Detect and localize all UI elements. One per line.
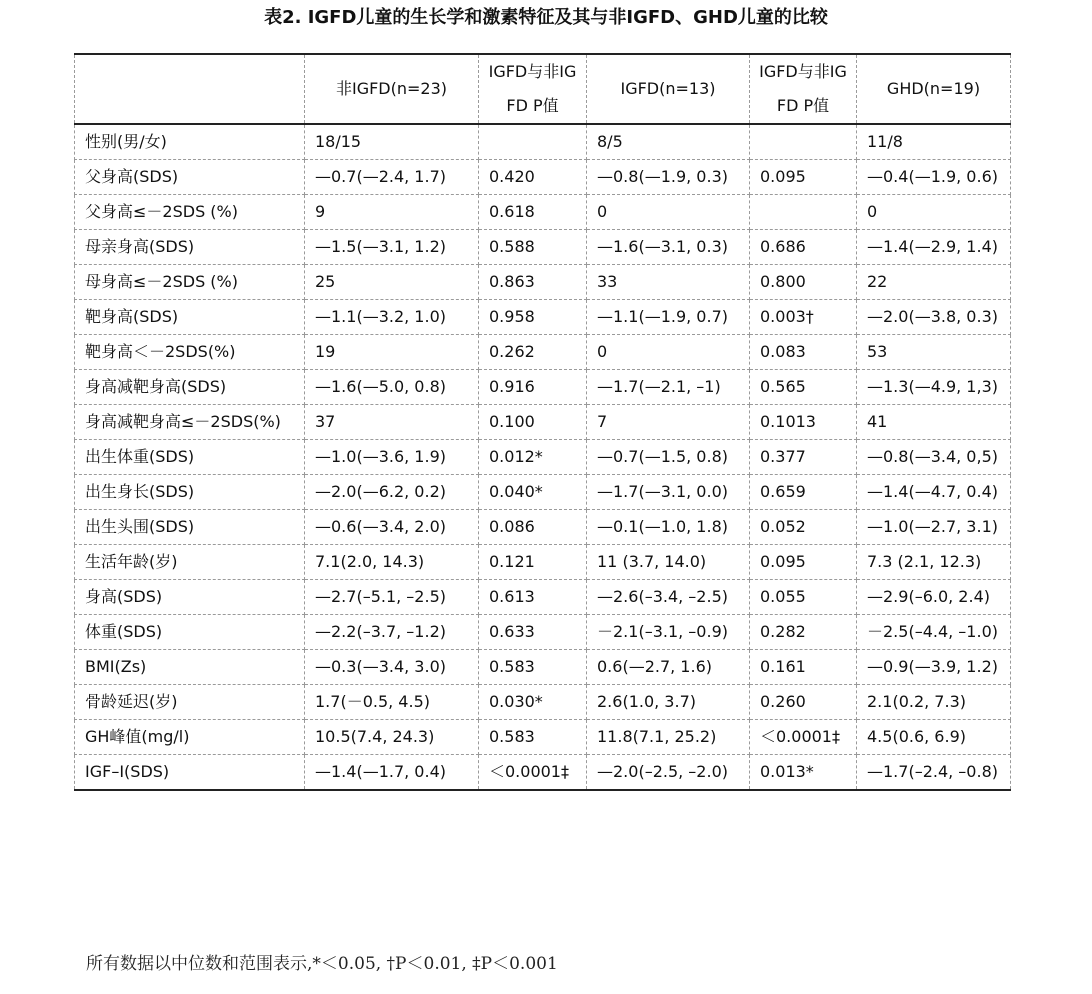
igfd-cell: 33 — [587, 265, 750, 300]
igfd-cell: —0.1(—1.0, 1.8) — [587, 510, 750, 545]
table-row — [75, 720, 1011, 755]
table-row — [75, 580, 1011, 615]
header-row — [75, 54, 1011, 124]
igfd-cell: 11 (3.7, 14.0) — [587, 545, 750, 580]
variable-cell: 体重(SDS) — [75, 615, 305, 650]
ghd-cell: —1.7(–2.4, –0.8) — [857, 755, 1011, 791]
table-row — [75, 230, 1011, 265]
non-igfd-cell: —2.7(–5.1, –2.5) — [305, 580, 479, 615]
table-title: 表2. IGFD儿童的生长学和激素特征及其与非IGFD、GHD儿童的比较 — [264, 7, 828, 28]
table-row — [75, 615, 1011, 650]
header-cell-4: IGFD与非IGFD P值 — [750, 54, 857, 124]
igfd-cell: 8/5 — [587, 124, 750, 160]
comparison-table — [74, 53, 1011, 791]
table-row — [75, 370, 1011, 405]
non-igfd-cell: —2.0(—6.2, 0.2) — [305, 475, 479, 510]
pvalue-igfd-cell: 0.686 — [750, 230, 857, 265]
ghd-cell: —2.9(–6.0, 2.4) — [857, 580, 1011, 615]
ghd-cell: 2.1(0.2, 7.3) — [857, 685, 1011, 720]
pvalue-igfd-cell: 0.659 — [750, 475, 857, 510]
table-row — [75, 440, 1011, 475]
igfd-cell: —1.6(—3.1, 0.3) — [587, 230, 750, 265]
table-row — [75, 160, 1011, 195]
pvalue-igfd-cell: 0.095 — [750, 160, 857, 195]
pvalue-non-igfd-cell: 0.863 — [479, 265, 587, 300]
igfd-cell: —0.7(—1.5, 0.8) — [587, 440, 750, 475]
pvalue-igfd-cell: 0.052 — [750, 510, 857, 545]
non-igfd-cell: —1.4(—1.7, 0.4) — [305, 755, 479, 791]
pvalue-non-igfd-cell: 0.583 — [479, 650, 587, 685]
non-igfd-cell: 10.5(7.4, 24.3) — [305, 720, 479, 755]
ghd-cell: —0.4(—1.9, 0.6) — [857, 160, 1011, 195]
variable-cell: 身高(SDS) — [75, 580, 305, 615]
variable-cell: 身高减靶身高≤－2SDS(%) — [75, 405, 305, 440]
pvalue-igfd-cell: 0.013* — [750, 755, 857, 791]
non-igfd-cell: —2.2(–3.7, –1.2) — [305, 615, 479, 650]
pvalue-non-igfd-cell: 0.618 — [479, 195, 587, 230]
non-igfd-cell: —1.1(—3.2, 1.0) — [305, 300, 479, 335]
non-igfd-cell: 18/15 — [305, 124, 479, 160]
pvalue-igfd-cell — [750, 195, 857, 230]
pvalue-igfd-cell: 0.282 — [750, 615, 857, 650]
igfd-cell: 7 — [587, 405, 750, 440]
variable-cell: 母身高≤－2SDS (%) — [75, 265, 305, 300]
table-row — [75, 755, 1011, 791]
non-igfd-cell: 1.7(－0.5, 4.5) — [305, 685, 479, 720]
pvalue-non-igfd-cell: 0.633 — [479, 615, 587, 650]
non-igfd-cell: —0.3(—3.4, 3.0) — [305, 650, 479, 685]
variable-cell: 父身高≤－2SDS (%) — [75, 195, 305, 230]
non-igfd-cell: 7.1(2.0, 14.3) — [305, 545, 479, 580]
ghd-cell: —1.4(—4.7, 0.4) — [857, 475, 1011, 510]
ghd-cell: —2.0(—3.8, 0.3) — [857, 300, 1011, 335]
pvalue-igfd-cell: 0.095 — [750, 545, 857, 580]
pvalue-non-igfd-cell: 0.012* — [479, 440, 587, 475]
igfd-cell: 11.8(7.1, 25.2) — [587, 720, 750, 755]
table-row — [75, 685, 1011, 720]
variable-cell: 生活年龄(岁) — [75, 545, 305, 580]
pvalue-igfd-cell: 0.800 — [750, 265, 857, 300]
pvalue-non-igfd-cell: 0.958 — [479, 300, 587, 335]
pvalue-non-igfd-cell: 0.100 — [479, 405, 587, 440]
ghd-cell: 22 — [857, 265, 1011, 300]
ghd-cell: 41 — [857, 405, 1011, 440]
ghd-cell: 53 — [857, 335, 1011, 370]
variable-cell: 母亲身高(SDS) — [75, 230, 305, 265]
variable-cell: 出生体重(SDS) — [75, 440, 305, 475]
header-cell-1: 非IGFD(n=23) — [305, 54, 479, 124]
table-body — [75, 124, 1011, 790]
pvalue-non-igfd-cell: 0.613 — [479, 580, 587, 615]
variable-cell: 靶身高＜－2SDS(%) — [75, 335, 305, 370]
pvalue-igfd-cell: 0.1013 — [750, 405, 857, 440]
ghd-cell: —1.3(—4.9, 1,3) — [857, 370, 1011, 405]
igfd-cell: —0.8(—1.9, 0.3) — [587, 160, 750, 195]
non-igfd-cell: 9 — [305, 195, 479, 230]
footnote: 所有数据以中位数和范围表示,*＜0.05, †P＜0.01, ‡P＜0.001 — [86, 954, 558, 974]
igfd-cell: —1.7(—2.1, –1) — [587, 370, 750, 405]
ghd-cell: —0.9(—3.9, 1.2) — [857, 650, 1011, 685]
variable-cell: 靶身高(SDS) — [75, 300, 305, 335]
table-row — [75, 405, 1011, 440]
pvalue-non-igfd-cell: 0.262 — [479, 335, 587, 370]
header-cell-3: IGFD(n=13) — [587, 54, 750, 124]
ghd-cell: —0.8(—3.4, 0,5) — [857, 440, 1011, 475]
pvalue-igfd-cell: 0.055 — [750, 580, 857, 615]
pvalue-non-igfd-cell: 0.916 — [479, 370, 587, 405]
igfd-cell: －2.1(–3.1, –0.9) — [587, 615, 750, 650]
table-row — [75, 300, 1011, 335]
pvalue-igfd-cell: 0.377 — [750, 440, 857, 475]
non-igfd-cell: —0.6(—3.4, 2.0) — [305, 510, 479, 545]
pvalue-igfd-cell: 0.565 — [750, 370, 857, 405]
pvalue-non-igfd-cell — [479, 124, 587, 160]
ghd-cell: —1.4(—2.9, 1.4) — [857, 230, 1011, 265]
table-row — [75, 195, 1011, 230]
igfd-cell: 0 — [587, 335, 750, 370]
ghd-cell: 7.3 (2.1, 12.3) — [857, 545, 1011, 580]
non-igfd-cell: 37 — [305, 405, 479, 440]
pvalue-igfd-cell — [750, 124, 857, 160]
pvalue-non-igfd-cell: 0.420 — [479, 160, 587, 195]
ghd-cell: 11/8 — [857, 124, 1011, 160]
header-cell-0 — [75, 54, 305, 124]
pvalue-non-igfd-cell: 0.583 — [479, 720, 587, 755]
pvalue-non-igfd-cell: 0.040* — [479, 475, 587, 510]
variable-cell: 身高减靶身高(SDS) — [75, 370, 305, 405]
table-row — [75, 545, 1011, 580]
variable-cell: 性别(男/女) — [75, 124, 305, 160]
table-row — [75, 265, 1011, 300]
non-igfd-cell: —1.0(—3.6, 1.9) — [305, 440, 479, 475]
variable-cell: IGF–I(SDS) — [75, 755, 305, 791]
igfd-cell: —1.1(—1.9, 0.7) — [587, 300, 750, 335]
pvalue-igfd-cell: 0.003† — [750, 300, 857, 335]
pvalue-non-igfd-cell: 0.030* — [479, 685, 587, 720]
header-cell-5: GHD(n=19) — [857, 54, 1011, 124]
pvalue-non-igfd-cell: ＜0.0001‡ — [479, 755, 587, 791]
non-igfd-cell: —0.7(—2.4, 1.7) — [305, 160, 479, 195]
variable-cell: 出生身长(SDS) — [75, 475, 305, 510]
pvalue-igfd-cell: 0.260 — [750, 685, 857, 720]
ghd-cell: －2.5(–4.4, –1.0) — [857, 615, 1011, 650]
variable-cell: 骨龄延迟(岁) — [75, 685, 305, 720]
variable-cell: BMI(Zs) — [75, 650, 305, 685]
igfd-cell: 0.6(—2.7, 1.6) — [587, 650, 750, 685]
igfd-cell: 0 — [587, 195, 750, 230]
ghd-cell: 4.5(0.6, 6.9) — [857, 720, 1011, 755]
variable-cell: GH峰值(mg/l) — [75, 720, 305, 755]
non-igfd-cell: 25 — [305, 265, 479, 300]
igfd-cell: 2.6(1.0, 3.7) — [587, 685, 750, 720]
non-igfd-cell: —1.5(—3.1, 1.2) — [305, 230, 479, 265]
igfd-cell: —2.0(–2.5, –2.0) — [587, 755, 750, 791]
ghd-cell: 0 — [857, 195, 1011, 230]
ghd-cell: —1.0(—2.7, 3.1) — [857, 510, 1011, 545]
table-row — [75, 650, 1011, 685]
table-row — [75, 510, 1011, 545]
variable-cell: 父身高(SDS) — [75, 160, 305, 195]
pvalue-non-igfd-cell: 0.121 — [479, 545, 587, 580]
table-row — [75, 475, 1011, 510]
pvalue-igfd-cell: ＜0.0001‡ — [750, 720, 857, 755]
non-igfd-cell: 19 — [305, 335, 479, 370]
igfd-cell: —1.7(—3.1, 0.0) — [587, 475, 750, 510]
pvalue-igfd-cell: 0.083 — [750, 335, 857, 370]
pvalue-non-igfd-cell: 0.588 — [479, 230, 587, 265]
pvalue-igfd-cell: 0.161 — [750, 650, 857, 685]
header-cell-2: IGFD与非IGFD P值 — [479, 54, 587, 124]
pvalue-non-igfd-cell: 0.086 — [479, 510, 587, 545]
variable-cell: 出生头围(SDS) — [75, 510, 305, 545]
igfd-cell: —2.6(–3.4, –2.5) — [587, 580, 750, 615]
non-igfd-cell: —1.6(—5.0, 0.8) — [305, 370, 479, 405]
table-row — [75, 335, 1011, 370]
table-row — [75, 124, 1011, 160]
